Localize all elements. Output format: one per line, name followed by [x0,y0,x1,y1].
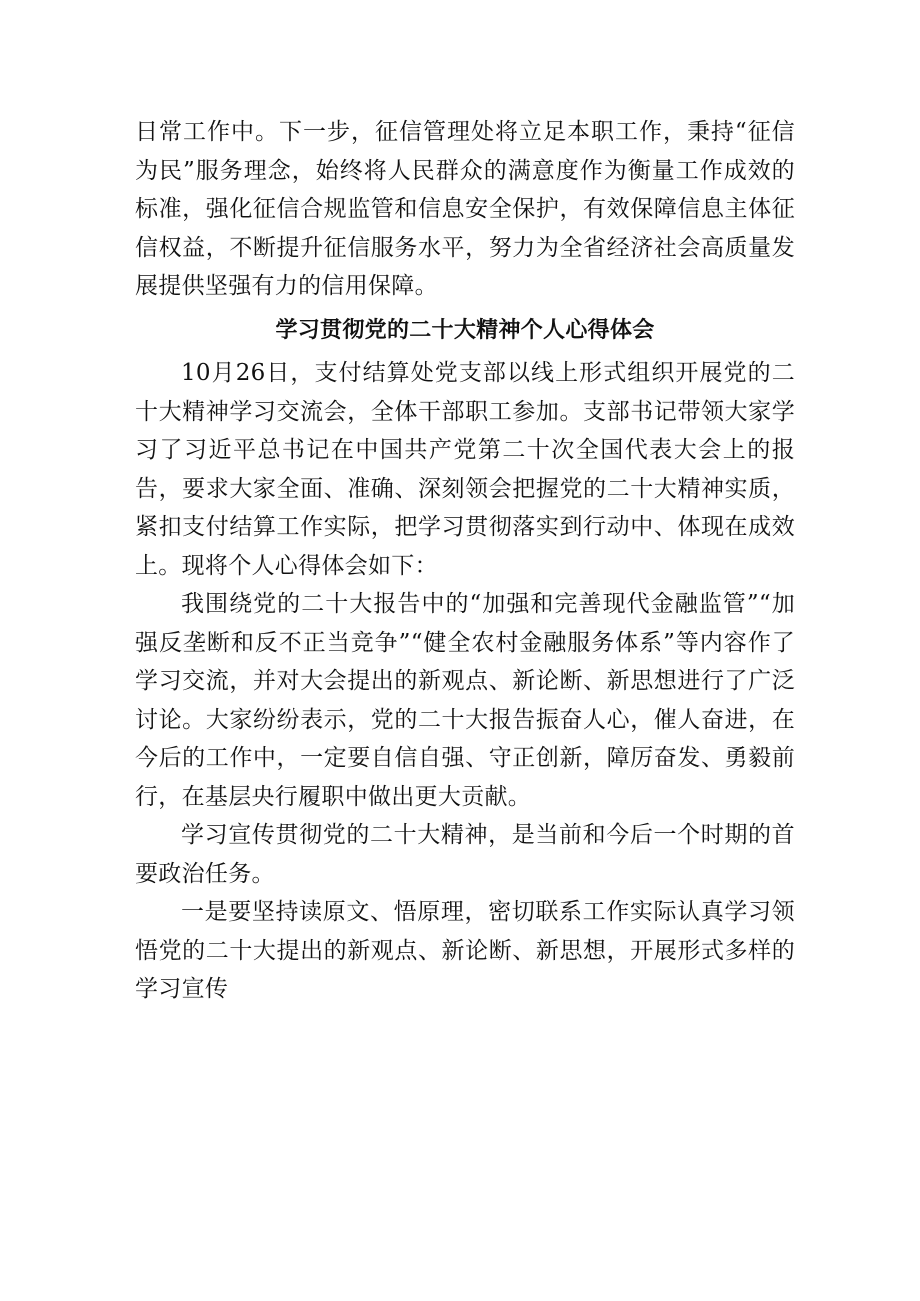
paragraph-1: 10月26日，支付结算处党支部以线上形式组织开展党的二十大精神学习交流会，全体干部职工参加。支部书记带领大家学习了习近平总书记在中国共产党第二十次全国代表大会上的报告，要求大家全面、准确、深刻领会把握党的二十大精神实质，紧扣支付结算工作实际，把学习贯彻落实到行动中、体现在成效上。现将个人心得体会如下： [135,360,795,579]
paragraph-2: 我围绕党的二十大报告中的“加强和完善现代金融监管”“加强反垄断和反不正当竞争”“健全农村金融服务体系”等内容作了学习交流，并对大会提出的新观点、新论断、新思想进行了广泛讨论。大家纷纷表示，党的二十大报告振奋人心，催人奋进，在今后的工作中，一定要自信自强、守正创新，障厉奋发、勇毅前行，在基层央行履职中做出更大贡献。 [135,591,795,810]
document-title: 学习贯彻党的二十大精神个人心得体会 [275,317,655,343]
continuation-paragraph: 日常工作中。下一步，征信管理处将立足本职工作，秉持“征信为民”服务理念，始终将人民群众的满意度作为衡量工作成效的标准，强化征信合规监管和信息安全保护，有效保障信息主体征信权益，不断提升征信服务水平，努力为全省经济社会高质量发展提供坚强有力的信用保障。 [135,119,795,299]
paragraph-3: 学习宣传贯彻党的二十大精神，是当前和今后一个时期的首要政治任务。 [135,822,795,887]
paragraph-4: 一是要坚持读原文、悟原理，密切联系工作实际认真学习领悟党的二十大提出的新观点、新论断、新思想，开展形式多样的学习宣传 [135,899,795,1002]
document-body [135,113,795,1009]
